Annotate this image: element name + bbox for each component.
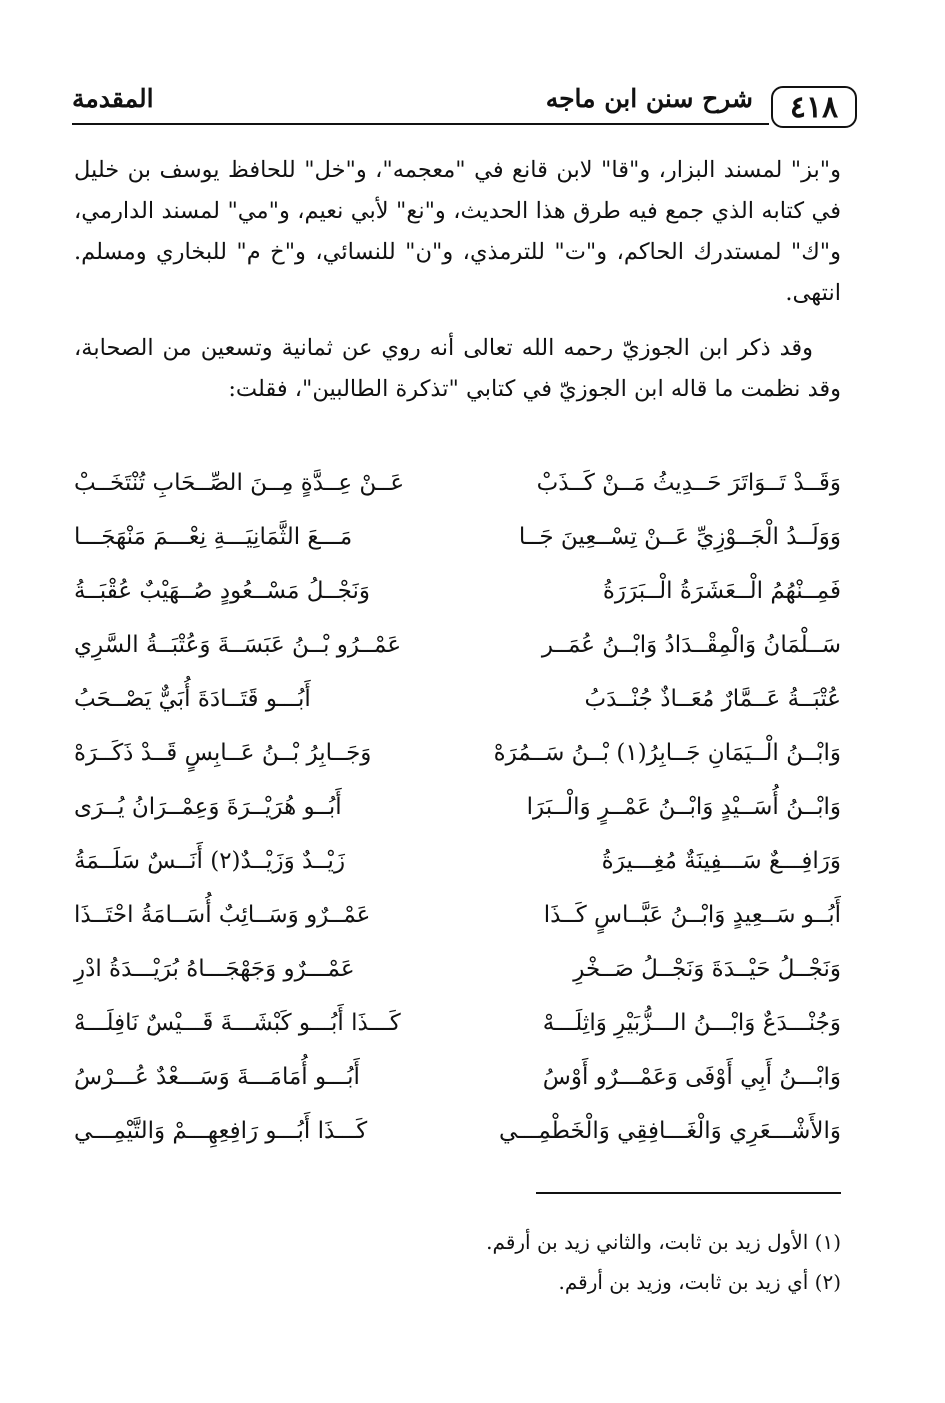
hemistich-second: زَيْــدٌ وَزَيْــدٌ(٢) أَنَــسٌ سَلَــمَةُ (74, 848, 346, 874)
poem-verse (74, 510, 841, 564)
hemistich-second: أَبُـــو أُمَامَـــةَ وَسَـــعْدٌ عُـــرْسُ (74, 1064, 360, 1090)
hemistich-first: وَوَلَــدُ الْجَــوْزِيِّ عَــنْ تِسْــعِينَ جَــا (518, 524, 841, 550)
hemistich-first: وَنَجْــلُ حَيْــدَةَ وَنَجْــلُ صَــخْرِ (573, 956, 841, 982)
poem-verse (74, 672, 841, 726)
hemistich-first: وَابْــنُ الْــيَمَانِ جَــابِرُ(١) بْــنُ سَــمُرَهْ (493, 740, 841, 766)
hemistich-first: وَابْــنُ أُسَــيْدٍ وَابْــنُ عَمْــرٍ وَالْــبَرَا (526, 794, 841, 820)
hemistich-second: مَـــعَ الثَّمَانِيَـــةِ نِعْـــمَ مَنْهَجَـــا (74, 524, 353, 550)
body-text (74, 150, 841, 410)
poem-verse (74, 564, 841, 618)
hemistich-second: كَـــذَا أَبُـــو كَبْشَـــةَ قَـــيْسٌ نَافِلَـــهْ (74, 1010, 401, 1036)
running-title: شرح سنن ابن ماجه (545, 84, 753, 113)
poem-verse (74, 942, 841, 996)
hemistich-first: وَرَافِـــعٌ سَـــفِينَةٌ مُغِـــيرَةُ (601, 848, 841, 874)
hemistich-first: عُتْبَــةُ عَــمَّارٌ مُعَــاذٌ جُنْــدَبُ (584, 686, 841, 712)
hemistich-second: عَــنْ عِــدَّةٍ مِــنَ الصِّــحَابِ تُنْتَخَــبْ (74, 470, 405, 496)
footnote: (١) الأول زيد بن ثابت، والثاني زيد بن أرقم. (486, 1230, 841, 1254)
poem-verse (74, 726, 841, 780)
poem-verse (74, 1104, 841, 1158)
paragraph: و"بز" لمسند البزار، و"قا" لابن قانع في "معجمه"، و"خل" للحافظ يوسف بن خليل في كتابه الذي جمع فيه طرق هذا الحديث، و"نع" لأبي نعيم، و"مي" لمسند الدارمي، و"ك" لمستدرك الحاكم، و"ت" للترمذي، و"ن" للنسائي، و"خ م" للبخاري ومسلم. انتهى. (74, 157, 841, 306)
footnotes (300, 1222, 841, 1302)
poem (74, 456, 841, 1158)
poem-verse (74, 780, 841, 834)
hemistich-second: عَمْــرُو بْــنُ عَبَسَــةَ وَعُتْبَــةُ السَّرِي (74, 632, 402, 658)
hemistich-second: أَبُــو هُرَيْــرَةَ وَعِمْــرَانُ يُــرَى (74, 794, 342, 820)
footnote-separator (536, 1192, 841, 1194)
hemistich-first: وَابْـــنُ أَبِي أَوْفَى وَعَمْـــرٌو أَوْسُ (542, 1064, 841, 1090)
hemistich-second: عَمْـــرٌو وَجَهْجَـــاهُ بُرَيْـــدَةُ ادْرِ (74, 956, 355, 982)
hemistich-first: سَــلْمَانُ وَالْمِقْــدَادُ وَابْــنُ عُمَــر (541, 632, 841, 658)
poem-verse (74, 618, 841, 672)
hemistich-second: وَجَــابِرُ بْــنُ عَــابِسٍ قَــدْ ذَكَــرَهْ (74, 740, 372, 766)
paragraph: وقد ذكر ابن الجوزيّ رحمه الله تعالى أنه روي عن ثمانية وتسعين من الصحابة، وقد نظمت ما قاله ابن الجوزيّ في كتابي "تذكرة الطالبين"، فقلت: (74, 335, 841, 402)
poem-verse (74, 834, 841, 888)
section-title: المقدمة (72, 84, 154, 113)
poem-verse (74, 888, 841, 942)
hemistich-first: وَجُنْـــدَعٌ وَابْـــنُ الـــزُّبَيْرِ وَاثِلَـــهْ (542, 1010, 841, 1036)
hemistich-first: وَقَــدْ تَــوَاتَرَ حَــدِيثُ مَــنْ كَــذَبْ (536, 470, 841, 496)
hemistich-second: كَـــذَا أَبُـــو رَافِعِهِـــمْ وَالتَّيْمِـــي (74, 1118, 368, 1144)
page-number: ٤١٨ (771, 86, 857, 128)
footnote: (٢) أي زيد بن ثابت، وزيد بن أرقم. (558, 1270, 841, 1294)
poem-verse (74, 456, 841, 510)
hemistich-first: وَالأَشْـــعَرِي وَالْغَـــافِقِي وَالْخَطْمِـــي (498, 1118, 841, 1144)
hemistich-second: أَبُـــو قَتَــادَةَ أُبَيٌّ يَصْــحَبُ (74, 686, 311, 712)
poem-verse (74, 1050, 841, 1104)
hemistich-first: أَبُــو سَــعِيدٍ وَابْــنُ عَبَّــاسٍ كَــذَا (543, 902, 841, 928)
page-header (72, 82, 849, 126)
hemistich-first: فَمِــنْهُمُ الْــعَشَرَةُ الْــبَرَرَةُ (602, 578, 841, 604)
poem-verse (74, 996, 841, 1050)
hemistich-second: وَنَجْــلُ مَسْــعُودٍ صُــهَيْبٌ عُقْبَــةُ (74, 578, 370, 604)
header-rule (72, 123, 769, 125)
hemistich-second: عَمْــرٌو وَسَــائِبٌ أُسَــامَةُ احْتَــذَا (74, 902, 371, 928)
